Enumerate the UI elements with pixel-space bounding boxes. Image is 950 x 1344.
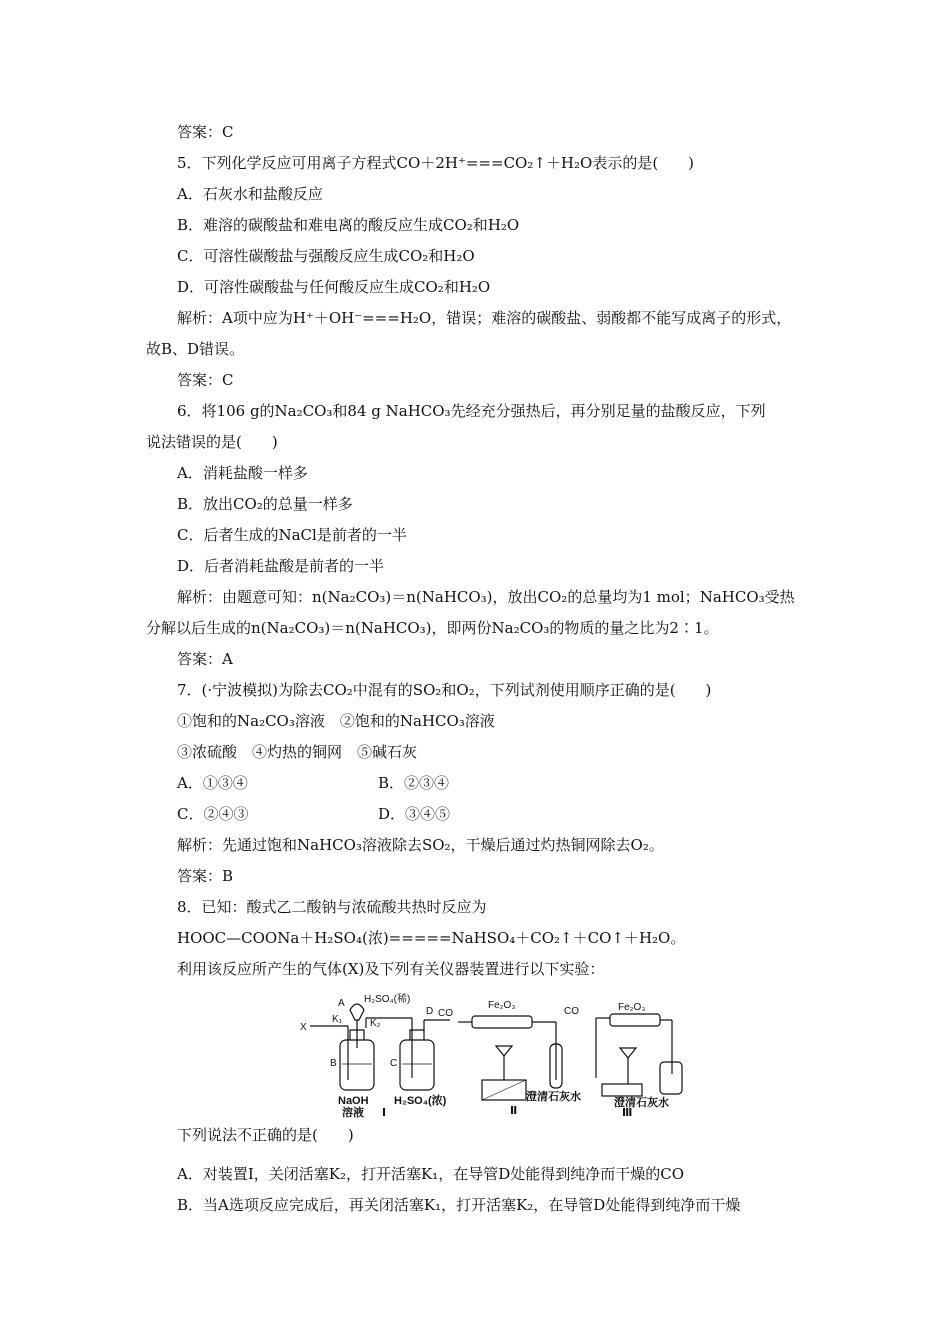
answer-q6: 答案：A (177, 650, 233, 668)
q7-reagents-2: ③浓硫酸 ④灼热的铜网 ⑤碱石灰 (177, 743, 418, 761)
q7-analysis: 解析：先通过饱和NaHCO₃溶液除去SO₂，干燥后通过灼热铜网除去O₂。 (177, 836, 664, 854)
label-limewater-1: 澄清石灰水 (526, 1091, 581, 1103)
q5-option-d: D．可溶性碳酸盐与任何酸反应生成CO₂和H₂O (177, 278, 491, 296)
q5-option-b: B．难溶的碳酸盐和难电离的酸反应生成CO₂和H₂O (177, 216, 520, 234)
q7-option-d: D．③④⑤ (378, 805, 451, 823)
label-k2: K₂ (370, 1018, 381, 1029)
label-x: X (300, 1022, 307, 1033)
label-h2so4-conc: H₂SO₄(浓) (394, 1095, 447, 1107)
label-roman-1: Ⅰ (382, 1107, 387, 1118)
label-co-2: CO (564, 1006, 579, 1017)
label-b: B (330, 1058, 337, 1069)
label-h2so4-dilute: H₂SO₄(稀) (364, 994, 411, 1005)
q5-option-a: A．石灰水和盐酸反应 (177, 185, 323, 203)
label-fe2o3-2: Fe₂O₃ (618, 1002, 646, 1013)
label-limewater-2: 澄清石灰水 (614, 1097, 669, 1109)
q7-reagents-1: ①饱和的Na₂CO₃溶液 ②饱和的NaHCO₃溶液 (177, 712, 495, 730)
q6-option-a: A．消耗盐酸一样多 (177, 464, 308, 482)
question-8-equation: HOOC—COONa＋H₂SO₄(浓)=====NaHSO₄＋CO₂↑＋CO↑＋H₂O。 (177, 929, 686, 947)
combustion-tube (472, 1016, 532, 1028)
question-5-stem: 5．下列化学反应可用离子方程式CO＋2H⁺===CO₂↑＋H₂O表示的是( ) (177, 154, 695, 172)
q5-analysis-2: 故B、D错误。 (146, 340, 245, 358)
question-8-stem-1: 8．已知：酸式乙二酸钠与浓硫酸共热时反应为 (177, 898, 487, 916)
label-c: C (390, 1058, 398, 1069)
label-d: D (426, 1006, 434, 1017)
question-8-prompt: 下列说法不正确的是( ) (177, 1126, 354, 1144)
label-k1: K₁ (332, 1014, 343, 1025)
apparatus-figure (300, 988, 692, 1118)
bottle-3 (660, 1062, 682, 1094)
q6-option-c: C．后者生成的NaCl是前者的一半 (177, 526, 407, 544)
label-solution: 溶液 (342, 1107, 364, 1118)
q5-analysis-1: 解析：A项中应为H⁺＋OH⁻===H₂O，错误；难溶的碳酸盐、弱酸都不能写成离子的形式， (177, 309, 792, 327)
answer-q4: 答案：C (177, 123, 234, 141)
label-a: A (338, 998, 345, 1009)
question-6-stem-2: 说法错误的是( ) (146, 433, 278, 451)
label-co-1: CO (438, 1008, 453, 1019)
q5-option-c: C．可溶性碳酸盐与强酸反应生成CO₂和H₂O (177, 247, 475, 265)
q8-option-b: B．当A选项反应完成后，再关闭活塞K₁，打开活塞K₂，在导管D处能得到纯净而干燥 (177, 1196, 741, 1214)
answer-q5: 答案：C (177, 371, 234, 389)
q6-option-d: D．后者消耗盐酸是前者的一半 (177, 557, 385, 575)
q6-analysis-2: 分解以后生成的n(Na₂CO₃)＝n(NaHCO₃)，即两份Na₂CO₃的物质的量之比为2∶1。 (146, 619, 719, 637)
bottle-c (400, 1040, 434, 1090)
burner (496, 1046, 512, 1056)
label-roman-2: Ⅱ (510, 1105, 518, 1117)
combustion-tube-2 (610, 1014, 660, 1026)
label-naoh: NaOH (338, 1095, 369, 1107)
question-8-stem-2: 利用该反应所产生的气体(X)及下列有关仪器装置进行以下实验： (177, 960, 605, 978)
q6-analysis-1: 解析：由题意可知：n(Na₂CO₃)＝n(NaHCO₃)，放出CO₂的总量均为1 mol；NaHCO₃受热 (177, 588, 795, 606)
q6-option-b: B．放出CO₂的总量一样多 (177, 495, 353, 513)
q7-option-a: A．①③④ (177, 774, 248, 792)
q8-option-a: A．对装置Ⅰ，关闭活塞K₂，打开活塞K₁，在导管D处能得到纯净而干燥的CO (177, 1165, 685, 1183)
apparatus-svg (300, 988, 692, 1118)
answer-q7: 答案：B (177, 867, 234, 885)
label-roman-3: Ⅲ (622, 1107, 633, 1118)
label-fe2o3-1: Fe₂O₃ (488, 1000, 516, 1011)
question-7-stem: 7．(·宁波模拟)为除去CO₂中混有的SO₂和O₂，下列试剂使用顺序正确的是( ) (177, 681, 712, 699)
q7-option-b: B．②③④ (378, 774, 450, 792)
funnel-a (350, 1004, 364, 1020)
question-6-stem-1: 6．将106 g的Na₂CO₃和84 g NaHCO₃先经充分强热后，再分别足量的盐酸反应，下列 (177, 402, 766, 420)
q7-option-c: C．②④③ (177, 805, 249, 823)
